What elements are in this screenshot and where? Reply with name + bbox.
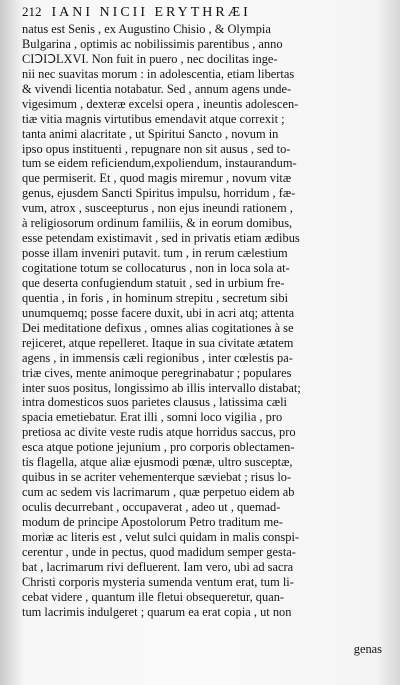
text-line: esse petendam existimavit , sed in privatis etiam ædibus <box>22 231 300 246</box>
text-line: & vivendi licentia notabatur. Sed , annum agens unde- <box>22 81 292 96</box>
text-line: vum, atrox , susceepturus , non ejus ineundi rationem , <box>22 201 293 216</box>
text-line: tum lacrimis indulgeret ; quarum ea erat copia , ut non <box>22 604 292 619</box>
text-line: nii nec suavitas morum : in adolescentia, etiam libertas <box>22 66 295 81</box>
text-line: rejiceret, atque repelleret. Itaque in sua civitate ætatem <box>22 335 294 350</box>
text-line: bat , lacrimarum rivi defluerent. Iam vero, ubi ad sacra <box>22 559 294 574</box>
text-line: spacia emetiebatur. Erat illi , somni loco vigilia , pro <box>22 410 283 425</box>
text-line: quibus in se acriter vehementerque sæviebat ; risus lo- <box>22 470 292 485</box>
text-line: quentia , in foris , in hominum strepitu , secretum sibi <box>22 290 289 305</box>
text-line: que permiserit. Et , quod magis miremur , novum vitæ <box>22 171 292 186</box>
body-text <box>22 22 384 620</box>
running-head: IANI NICII ERYTHRÆI <box>51 5 251 20</box>
text-line: tum se eidem reficiendum,expoliendum, instaurandum- <box>22 156 297 171</box>
text-line: agens , in immensis cæli regionibus , inter cœlestis pa- <box>22 350 293 365</box>
text-line: vigesimum , dexteræ excelsi opera , ineuntis adolescen- <box>22 96 299 111</box>
text-line: oculis decurrebant , occupaverat , adeo ut , quemad- <box>22 500 281 514</box>
text-line: tiæ vitia magnis virtutibus emendavit atque correxit ; <box>22 111 285 126</box>
text-line: modum de principe Apostolorum Petro traditum me- <box>22 514 283 529</box>
catchword: genas <box>353 642 382 656</box>
text-line: esca atque potione jejunium , pro corporis oblectamen- <box>22 440 295 455</box>
text-line: inter suos positus, longissimo ab illis intervallo distabat; <box>22 380 301 395</box>
text-line: posse illam inveniri putavit. tum , in rerum cælestium <box>22 246 288 261</box>
text-line: triæ cives, mente animoque peregrinabatur ; populares <box>22 365 292 380</box>
text-line: que deserta confugiendum statuit , sed in urbium fre- <box>22 275 285 290</box>
text-line: Christi corporis mysteria sumenda ventum erat, tum li- <box>22 574 294 589</box>
text-line: natus est Senis , ex Augustino Chisio , & Olympia <box>22 22 271 36</box>
page-number: 212 <box>22 4 42 19</box>
text-line: Bulgarina , optimis ac nobilissimis parentibus , anno <box>22 36 283 51</box>
text-line: cum ac sedem vis lacrimarum , quæ perpetuo eidem ab <box>22 485 295 500</box>
text-line: ipso opus instituenti , repugnare non sit ausus , sed to- <box>22 141 291 156</box>
text-line: CIↃIↃLXVI. Non fuit in puero , nec docilitas inge- <box>22 51 278 66</box>
text-line: tanta animi alacritate , ut Spiritui Sancto , novum in <box>22 126 279 141</box>
text-line: à religiosorum ordinum familiis, & in eorum domibus, <box>22 216 293 231</box>
text-line: unumquemq; posse facere duxit, ubi in acri atq; attenta <box>22 305 295 320</box>
page-header <box>22 4 382 22</box>
text-line: pretiosa ac divite veste rudis atque horridus saccus, pro <box>22 425 296 440</box>
text-line: genus, ejusdem Sancti Spiritus impulsu, horridum , fæ- <box>22 186 296 201</box>
text-line: intra domesticos suos parietes clausus , latissima cæli <box>22 395 287 410</box>
text-line: moriæ ac literis est , velut sulci quidam in malis conspi- <box>22 529 300 544</box>
text-line: tis flagella, atque aliæ ejusmodi pœnæ, ultro susceptæ, <box>22 455 293 470</box>
text-line: cogitatione totum se collocaturus , non in loca sola at- <box>22 261 290 275</box>
text-line: cerentur , unde in pectus, quod madidum semper gesta- <box>22 544 296 559</box>
text-line: Dei meditatione defixus , omnes alias cogitationes à se <box>22 320 294 335</box>
text-line: cebat videre , quantum ille fletui obsequeretur, quan- <box>22 589 285 604</box>
